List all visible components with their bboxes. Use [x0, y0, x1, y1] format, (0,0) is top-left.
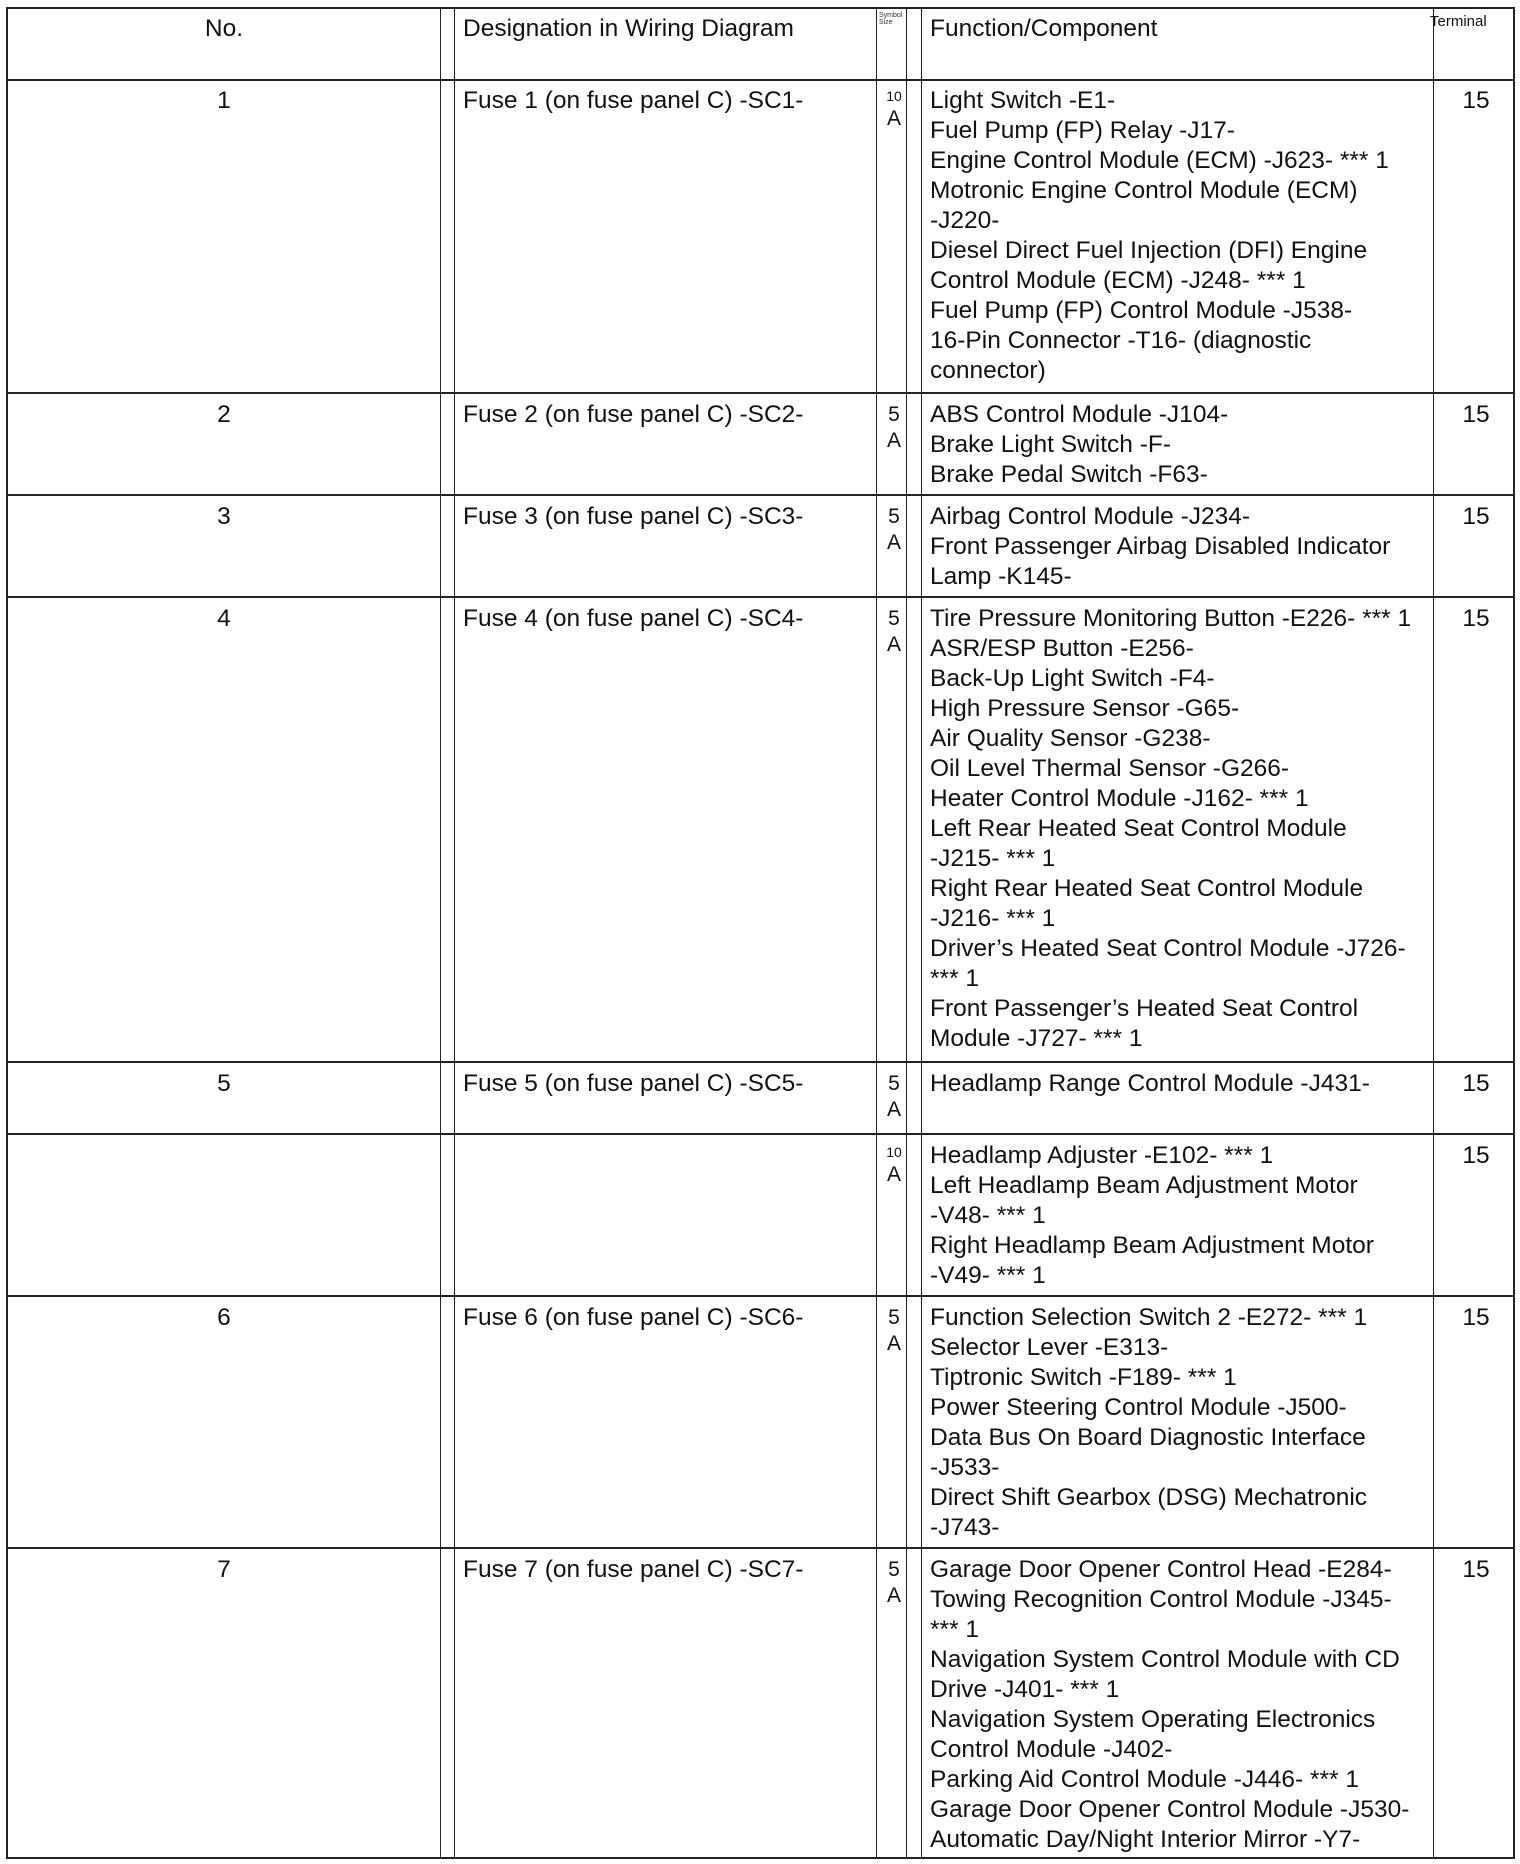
row-size-value: 5 — [888, 1306, 900, 1329]
row-function-line: ABS Control Module -J104- — [930, 401, 1229, 428]
row-terminal: 15 — [1462, 1070, 1490, 1097]
row-function-line: Data Bus On Board Diagnostic Interface — [930, 1424, 1366, 1451]
header-size: Symbol Size — [879, 12, 903, 26]
row-function-line: -J215- *** 1 — [930, 845, 1056, 872]
column-divider — [1433, 7, 1434, 1859]
row-designation: Fuse 7 (on fuse panel C) -SC7- — [463, 1556, 804, 1583]
row-size-value: 5 — [888, 607, 900, 630]
row-size-value: 10 — [886, 88, 902, 104]
row-divider — [6, 596, 1515, 598]
row-size-value: 5 — [888, 1558, 900, 1581]
row-size-value: 5 — [888, 505, 900, 528]
row-function-line: Drive -J401- *** 1 — [930, 1676, 1120, 1703]
row-function-line: Lamp -K145- — [930, 563, 1072, 590]
row-divider — [6, 1547, 1515, 1549]
row-function-line: connector) — [930, 357, 1046, 384]
row-terminal: 15 — [1462, 87, 1490, 114]
row-function-line: -J220- — [930, 207, 1000, 234]
row-function-line: Driver’s Heated Seat Control Module -J726- — [930, 935, 1406, 962]
row-function-line: Fuel Pump (FP) Control Module -J538- — [930, 297, 1353, 324]
header-no: No. — [204, 15, 244, 42]
row-function-line: Light Switch -E1- — [930, 87, 1116, 114]
row-function-line: Front Passenger’s Heated Seat Control — [930, 995, 1359, 1022]
row-divider — [6, 392, 1515, 394]
row-size-unit: A — [886, 633, 901, 656]
row-function-line: Garage Door Opener Control Module -J530- — [930, 1796, 1410, 1823]
row-function-line: Heater Control Module -J162- *** 1 — [930, 785, 1309, 812]
row-designation: Fuse 6 (on fuse panel C) -SC6- — [463, 1304, 804, 1331]
row-size-value: 5 — [888, 1072, 900, 1095]
row-function-line: Brake Light Switch -F- — [930, 431, 1171, 458]
row-function-line: Headlamp Range Control Module -J431- — [930, 1070, 1370, 1097]
header-designation: Designation in Wiring Diagram — [463, 15, 794, 42]
row-function-line: Back-Up Light Switch -F4- — [930, 665, 1215, 692]
row-terminal: 15 — [1462, 1556, 1490, 1583]
row-function-line: Headlamp Adjuster -E102- *** 1 — [930, 1142, 1274, 1169]
row-designation: Fuse 4 (on fuse panel C) -SC4- — [463, 605, 804, 632]
row-size-unit: A — [886, 107, 901, 130]
row-function-line: -V48- *** 1 — [930, 1202, 1046, 1229]
row-function-line: Navigation System Operating Electronics — [930, 1706, 1376, 1733]
row-function-line: Function Selection Switch 2 -E272- *** 1 — [930, 1304, 1368, 1331]
table-border-bottom — [6, 1857, 1515, 1859]
row-terminal: 15 — [1462, 605, 1490, 632]
header-divider — [6, 79, 1515, 81]
row-function-line: Navigation System Control Module with CD — [930, 1646, 1400, 1673]
row-no: 5 — [217, 1070, 231, 1097]
row-function-line: Direct Shift Gearbox (DSG) Mechatronic — [930, 1484, 1368, 1511]
row-size-unit: A — [886, 1584, 901, 1607]
row-size-unit: A — [886, 1163, 901, 1186]
row-no: 1 — [217, 87, 231, 114]
row-function-line: Motronic Engine Control Module (ECM) — [930, 177, 1358, 204]
row-size-unit: A — [886, 429, 901, 452]
row-function-line: ASR/ESP Button -E256- — [930, 635, 1194, 662]
row-size-unit: A — [886, 531, 901, 554]
row-no: 4 — [217, 605, 231, 632]
row-function-line: 16-Pin Connector -T16- (diagnostic — [930, 327, 1312, 354]
row-function-line: -J743- — [930, 1514, 1000, 1541]
row-function-line: Tire Pressure Monitoring Button -E226- *** 1 — [930, 605, 1412, 632]
row-terminal: 15 — [1462, 1142, 1490, 1169]
row-function-line: High Pressure Sensor -G65- — [930, 695, 1240, 722]
row-function-line: Control Module (ECM) -J248- *** 1 — [930, 267, 1306, 294]
header-function: Function/Component — [930, 15, 1158, 42]
row-function-line: Parking Aid Control Module -J446- *** 1 — [930, 1766, 1359, 1793]
row-function-line: Towing Recognition Control Module -J345- — [930, 1586, 1392, 1613]
column-divider — [921, 7, 922, 1859]
row-no: 3 — [217, 503, 231, 530]
row-function-line: -J216- *** 1 — [930, 905, 1056, 932]
row-function-line: Airbag Control Module -J234- — [930, 503, 1251, 530]
row-function-line: -J533- — [930, 1454, 1000, 1481]
row-function-line: Garage Door Opener Control Head -E284- — [930, 1556, 1392, 1583]
row-size-unit: A — [886, 1098, 901, 1121]
row-function-line: Module -J727- *** 1 — [930, 1025, 1143, 1052]
row-designation: Fuse 3 (on fuse panel C) -SC3- — [463, 503, 804, 530]
row-function-line: *** 1 — [930, 1616, 980, 1643]
row-function-line: Diesel Direct Fuel Injection (DFI) Engine — [930, 237, 1368, 264]
table-border-top — [6, 7, 1515, 9]
column-divider — [440, 7, 441, 1859]
row-function-line: Oil Level Thermal Sensor -G266- — [930, 755, 1290, 782]
row-divider — [6, 1133, 1515, 1135]
row-function-line: Selector Lever -E313- — [930, 1334, 1169, 1361]
row-designation: Fuse 5 (on fuse panel C) -SC5- — [463, 1070, 804, 1097]
row-terminal: 15 — [1462, 503, 1490, 530]
row-function-line: Left Rear Heated Seat Control Module — [930, 815, 1347, 842]
row-terminal: 15 — [1462, 401, 1490, 428]
row-function-line: Automatic Day/Night Interior Mirror -Y7- — [930, 1826, 1361, 1853]
row-function-line: Right Rear Heated Seat Control Module — [930, 875, 1364, 902]
row-function-line: Air Quality Sensor -G238- — [930, 725, 1211, 752]
row-no: 7 — [217, 1556, 231, 1583]
row-function-line: Left Headlamp Beam Adjustment Motor — [930, 1172, 1358, 1199]
row-function-line: Tiptronic Switch -F189- *** 1 — [930, 1364, 1237, 1391]
row-function-line: *** 1 — [930, 965, 980, 992]
row-size-value: 5 — [888, 403, 900, 426]
column-divider — [876, 7, 877, 1859]
header-terminal: Terminal — [1430, 13, 1487, 30]
row-divider — [6, 1295, 1515, 1297]
row-designation: Fuse 1 (on fuse panel C) -SC1- — [463, 87, 804, 114]
row-function-line: Front Passenger Airbag Disabled Indicator — [930, 533, 1391, 560]
row-function-line: Brake Pedal Switch -F63- — [930, 461, 1208, 488]
row-function-line: Fuel Pump (FP) Relay -J17- — [930, 117, 1235, 144]
row-no: 6 — [217, 1304, 231, 1331]
row-function-line: Right Headlamp Beam Adjustment Motor — [930, 1232, 1374, 1259]
row-function-line: Power Steering Control Module -J500- — [930, 1394, 1347, 1421]
row-designation: Fuse 2 (on fuse panel C) -SC2- — [463, 401, 804, 428]
row-function-line: Control Module -J402- — [930, 1736, 1173, 1763]
row-size-unit: A — [886, 1332, 901, 1355]
row-no: 2 — [217, 401, 231, 428]
row-function-line: Engine Control Module (ECM) -J623- *** 1 — [930, 147, 1389, 174]
row-divider — [6, 494, 1515, 496]
row-divider — [6, 1061, 1515, 1063]
row-function-line: -V49- *** 1 — [930, 1262, 1046, 1289]
column-divider — [454, 7, 455, 1859]
row-terminal: 15 — [1462, 1304, 1490, 1331]
row-size-value: 10 — [886, 1144, 902, 1160]
